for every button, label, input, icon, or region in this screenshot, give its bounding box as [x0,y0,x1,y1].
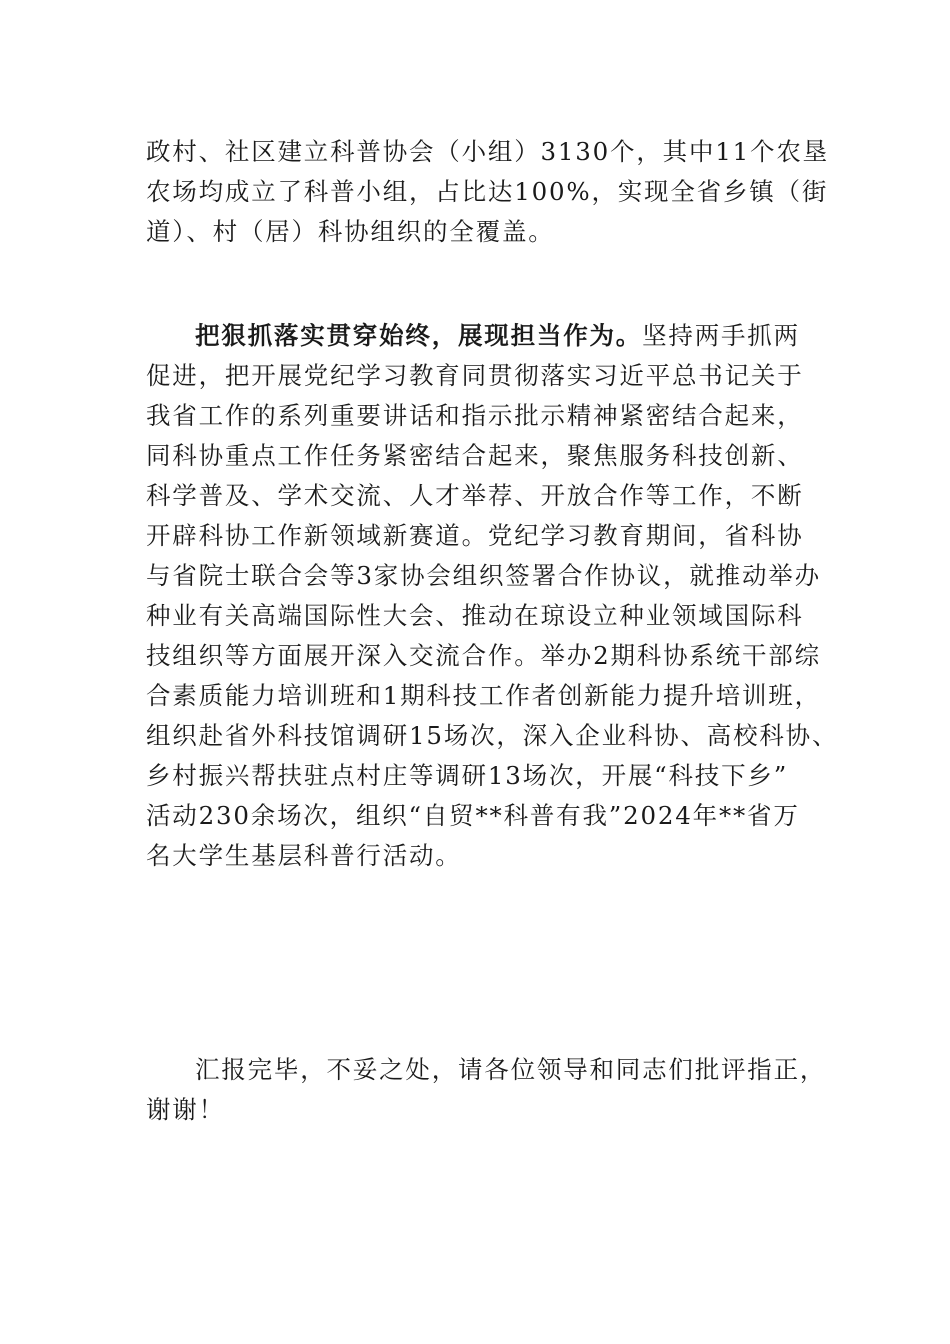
text-line: 农场均成立了科普小组，占比达100%，实现全省乡镇（街 [146,177,829,206]
text-line: 乡村振兴帮扶驻点村庄等调研13场次，开展“科技下乡” [146,761,789,790]
text-line: 种业有关高端国际性大会、推动在琼设立种业领域国际科 [146,601,804,630]
text-line: 名大学生基层科普行活动。 [146,841,462,870]
text-line: 组织赴省外科技馆调研15场次，深入企业科协、高校科协、 [146,721,839,750]
text-line: 技组织等方面展开深入交流合作。举办2期科协系统干部综 [146,641,821,670]
text-line: 促进，把开展党纪学习教育同贯彻落实习近平总书记关于 [146,361,804,390]
paragraph-science-associations [146,132,829,252]
text-line: 活动230余场次，组织“自贸**科普有我”2024年**省万 [146,801,800,830]
text-line: 我省工作的系列重要讲话和指示批示精神紧密结合起来， [146,401,804,430]
paragraph-closing [146,1050,826,1130]
paragraph-implementation [146,316,839,876]
text-line-first [146,316,826,356]
text-line-first: 汇报完毕，不妥之处，请各位领导和同志们批评指正， [195,1055,827,1084]
text-line: 与省院士联合会等3家协会组织签署合作协议，就推动举办 [146,561,821,590]
text-line: 科学普及、学术交流、人才举荐、开放合作等工作，不断 [146,481,804,510]
text-line: 道）、村（居）科协组织的全覆盖。 [146,217,555,246]
paragraph-heading: 把狠抓落实贯穿始终，展现担当作为。 [195,321,643,350]
text-line: 谢谢！ [146,1095,225,1124]
text-line: 合素质能力培训班和1期科技工作者创新能力提升培训班， [146,681,821,710]
paragraph-heading-rest: 坚持两手抓两 [642,321,800,350]
text-line: 开辟科协工作新领域新赛道。党纪学习教育期间，省科协 [146,521,804,550]
text-line: 政村、社区建立科普协会（小组）3130个，其中11个农垦 [146,137,829,166]
text-line: 同科协重点工作任务紧密结合起来，聚焦服务科技创新、 [146,441,804,470]
